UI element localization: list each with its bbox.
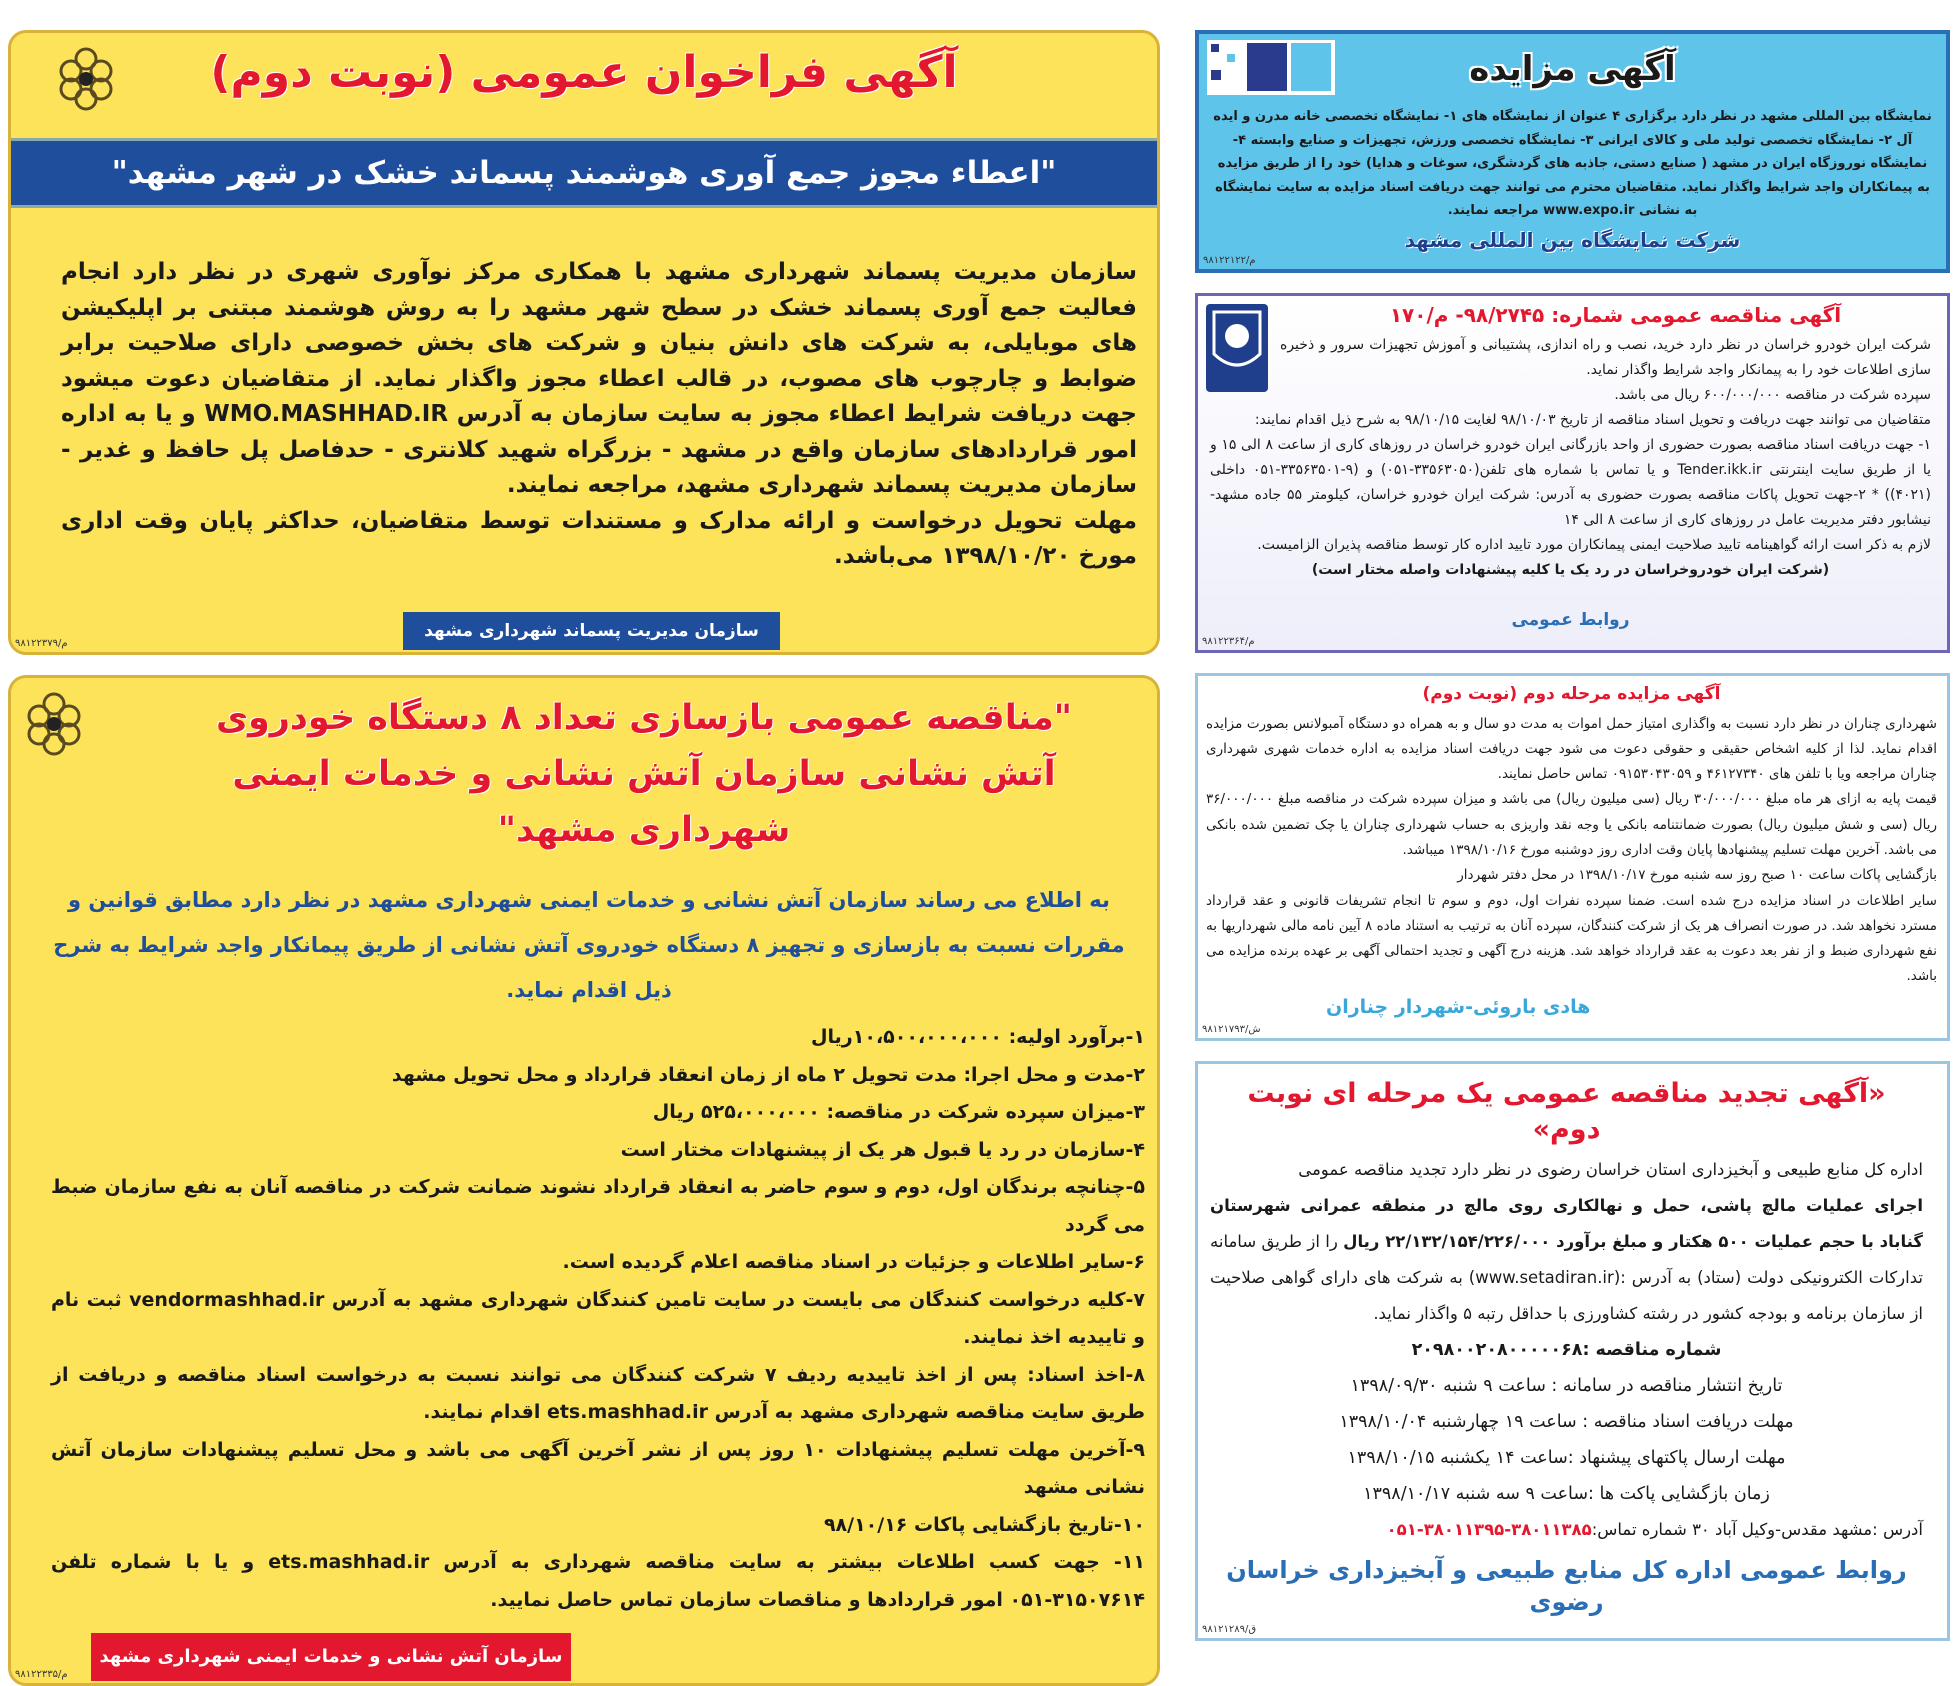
ad-title: آگهی مزایده (1469, 49, 1676, 89)
ad-footer-signature: سازمان مدیریت پسماند شهرداری مشهد (403, 612, 780, 650)
ad-title: آگهی مناقصه عمومی شماره: ۹۸/۲۷۴۵- م/۱۷۰ (1389, 302, 1842, 327)
ad-subtitle-band: "اعطاء مجوز جمع آوری هوشمند پسماند خشک در شهر مشهد" (11, 138, 1157, 208)
fire-department-tender-ad (8, 675, 1160, 1686)
list-item: ۱۰-تاریخ بازگشایی پاکات ۹۸/۱۰/۱۶ (823, 1513, 1145, 1536)
list-item: ۱-برآورد اولیه: ۱۰،۵۰۰،۰۰۰،۰۰۰ریال (811, 1026, 1145, 1048)
ad-body (1210, 1152, 1923, 1548)
ad-title: آگهی مزایده مرحله دوم (نوبت دوم) (1422, 683, 1721, 704)
opening-time: زمان بازگشایی پاکت ها :ساعت ۹ سه شنبه ۱۳۹۸/۱۰/۱۷ (1363, 1483, 1770, 1504)
iran-khodro-logo-icon (1206, 304, 1268, 392)
ad-paragraph: لازم به ذکر است ارائه گواهینامه تایید صلاحیت ایمنی پیمانکاران مورد تایید اداره کار توسط مناقصه پذیران الزامیست. (1257, 536, 1931, 553)
list-item: ۳-میزان سپرده شرکت در مناقصه: ۵۲۵،۰۰۰،۰۰۰ ریال (652, 1101, 1145, 1123)
ad-title: آگهی فراخوان عمومی (نوبت دوم) (210, 47, 958, 98)
chenaran-auction-ad (1195, 673, 1950, 1041)
ad-code: م/۹۸۱۲۲۳۶۴ (1202, 635, 1255, 647)
ad-code: م/۹۸۱۲۲۱۲۲ (1203, 254, 1256, 266)
left-column (8, 30, 1160, 1686)
ad-paragraph: سایر اطلاعات در اسناد مزایده درج شده است. ضمنا سپرده نفرات اول، دوم و سوم تا انجام تشریفات قانونی و عقد قرارداد مسترد نخواهد شد. در صورت انصراف هر یک از شرکت کنندگان، سپرده آنان به ترتیب به استناد ماده ۸ آیین نامه مالی شهرداریها به نفع شهرداری ضبط و از نفر بعد دعوت به عقد قرارداد خواهد شد. هزینه درج آگهی و تجدید احتمالی آگهی بر عهده برنده مزایده می باشد. (1206, 892, 1938, 985)
ad-code: ق/۹۸۱۲۱۲۸۹ (1202, 1623, 1257, 1635)
ad-title-line: "مناقصه عمومی بازسازی تعداد ۸ دستگاه خودروی (215, 698, 1073, 738)
ad-deadline: مهلت تحویل درخواست و ارائه مدارک و مستندات توسط متقاضیان، حداکثر پایان وقت اداری مورخ ۱۳۹۸/۱۰/۲۰ می‌باشد. (61, 507, 1137, 569)
ad-code: م/۹۸۱۲۲۳۷۹ (15, 638, 68, 649)
ad-code: ش/۹۸۱۲۱۷۹۳ (1202, 1023, 1261, 1035)
list-item: ۶-سایر اطلاعات و جزئیات در اسناد مناقصه اعلام گردیده است. (562, 1251, 1145, 1273)
ad-paragraph: اداره کل منابع طبیعی و آبخیزداری استان خراسان رضوی در نظر دارد تجدید مناقصه عمومی (1298, 1159, 1923, 1179)
ad-paragraph-bold: اجرای عملیات مالچ پاشی، حمل و نهالکاری روی مالچ در منطقه عمرانی شهرستان گناباد با حجم عملیات ۵۰۰ هکتار و مبلغ برآورد ۲۲/۱۳۲/۱۵۴/۲۲۶/۰۰۰ ریال (1210, 1195, 1923, 1251)
ad-paragraph: ۱- جهت دریافت اسناد مناقصه بصورت حضوری از واحد بازرگانی ایران خودرو خراسان در روزهای کاری از ساعت ۸ الی ۱۵ و یا از طریق سایت اینترنتی Tender.ikk.ir و یا تماس با شماره های تلفن(۳۳۵۶۳۰۵۰-۰۵۱) و (۹-۳۳۵۶۳۵۰۱-۰۵۱ داخلی (۴۰۲۱)) * ۲-جهت تحویل پاکات مناقصه بصورت حضوری به آدرس: شرکت ایران خودرو خراسان، کیلومتر ۵۵ جاده مشهد-نیشابور دفتر مدیریت عامل در روزهای کاری از ساعت ۸ الی ۱۴ (1210, 436, 1931, 528)
ad-intro: به اطلاع می رساند سازمان آتش نشانی و خدمات ایمنی شهرداری مشهد در نظر دارد مطابق قوانین و مقررات نسبت به بازسازی و تجهیز ۸ دستگاه خودروی آتش نشانی از طریق پیمانکار واجد شرایط به شرح ذیل اقدام نماید. (53, 888, 1125, 1002)
publish-date: تاریخ انتشار مناقصه در سامانه : ساعت ۹ شنبه ۱۳۹۸/۰۹/۳۰ (1350, 1375, 1783, 1396)
iran-khodro-tender-ad (1195, 293, 1950, 653)
list-item: ۲-مدت و محل اجرا: مدت تحویل ۲ ماه از زمان انعقاد قرارداد و محل تحویل مشهد (391, 1063, 1145, 1086)
submission-deadline: مهلت ارسال پاکتهای پیشنهاد :ساعت ۱۴ یکشنبه ۱۳۹۸/۱۰/۱۵ (1347, 1447, 1786, 1468)
waste-management-call-ad (8, 30, 1160, 655)
ad-paragraph: متقاضیان می توانند جهت دریافت و تحویل اسناد مناقصه از تاریخ ۹۸/۱۰/۰۳ لغایت ۹۸/۱۰/۱۵ به شرح ذیل اقدام نمایند: (1254, 411, 1931, 428)
list-item: ۷-کلیه درخواست کنندگان می بایست در سایت تامین کنندگان شهرداری مشهد به آدرس vendormashhad.ir ثبت نام و تاییدیه اخذ نمایند. (51, 1288, 1145, 1348)
expo-logo-icon (1207, 40, 1335, 95)
phone-number: ۳۸۰۱۱۳۸۵-۳۸۰۱۱۳۹۵-۰۵۱ (1386, 1519, 1592, 1539)
ad-code: م/۹۸۱۲۲۳۳۵ (15, 1669, 68, 1680)
ad-note: (شرکت ایران خودروخراسان در رد یک یا کلیه پیشنهادات واصله مختار است) (1311, 561, 1830, 578)
ad-body (61, 255, 1137, 575)
list-item: ۴-سازمان در رد یا قبول هر یک از پیشنهادات مختار است (620, 1138, 1145, 1161)
ad-items-list (51, 1019, 1145, 1619)
list-item: ۱۱- جهت کسب اطلاعات بیشتر به سایت مناقصه شهرداری به آدرس ets.mashhad.ir و یا با شماره تلفن ۳۱۵۰۷۶۱۴-۰۵۱ امور قراردادها و مناقصات سازمان تماس حاصل نمایید. (51, 1551, 1146, 1611)
right-column (1195, 30, 1950, 1641)
list-item: ۸-اخذ اسناد: پس از اخذ تاییدیه ردیف ۷ شرکت کنندگان می توانند نسبت به درخواست اسناد مناقصه و دریافت از طریق سایت مناقصه شهرداری مشهد به آدرس ets.mashhad.ir اقدام نمایند. (51, 1363, 1145, 1423)
address: آدرس :مشهد مقدس-وکیل آباد ۳۰ شماره تماس: (1591, 1519, 1923, 1539)
mashhad-municipality-logo-icon (51, 41, 121, 121)
ad-footer-signature: سازمان آتش نشانی و خدمات ایمنی شهرداری مشهد (91, 1633, 571, 1681)
ad-footer-signature: شرکت نمایشگاه بین المللی مشهد (1404, 227, 1741, 252)
ad-paragraph: سپرده شرکت در مناقصه ۶۰۰/۰۰۰/۰۰۰ ریال می باشد. (1614, 386, 1931, 403)
ad-footer-signature: روابط عمومی اداره کل منابع طبیعی و آبخیزداری خراسان رضوی (1226, 1555, 1907, 1616)
ad-body: نمایشگاه بین المللی مشهد در نظر دارد برگزاری ۴ عنوان از نمایشگاه های ۱- نمایشگاه تخصصی خانه مدرن و ایده آل ۲- نمایشگاه تخصصی تولید ملی و کالای ایرانی ۳- نمایشگاه تخصصی ورزش، تجهیزات و صنایع وابسته ۴- نمایشگاه نوروزگاه ایران در مشهد ( صنایع دستی، جاذبه های گردشگری، سوغات و هدایا) خود را از طریق مزایده به پیمانکاران واجد شرایط واگذار نماید. متقاضیان محترم می توانند جهت دریافت اسناد مزایده به سایت نمایشگاه به نشانی www.expo.ir مراجعه نمایند. (1213, 109, 1932, 218)
ad-paragraph: بازگشایی پاکات ساعت ۱۰ صبح روز سه شنبه مورخ ۱۳۹۸/۱۰/۱۷ در محل دفتر شهردار (1457, 867, 1937, 884)
mashhad-municipality-logo-icon (19, 686, 89, 766)
ad-paragraph: را از طریق سامانه تدارکات الکترونیکی دولت (ستاد) به آدرس :(www.setadiran.ir) به شرکت های دارای گواهی صلاحیت از سازمان برنامه و بودجه کشور در رشته کشاورزی با حداقل رتبه ۵ واگذار نماید. (1210, 1231, 1923, 1323)
ad-paragraph: شهرداری چناران در نظر دارد نسبت به واگذاری امتیاز حمل اموات به مدت دو سال و به همراه دو دستگاه آمبولانس بصورت مزایده اقدام نماید. لذا از کلیه اشخاص حقیقی و حقوقی دعوت می شود جهت دریافت اسناد مزایده به اداره خدمات شهری شهرداری چناران مراجعه ویا با تلفن های ۴۶۱۲۷۳۴۰ و ۰۹۱۵۳۰۴۳۰۵۹ تماس حاصل نمایند. (1206, 715, 1937, 783)
ad-paragraph: شرکت ایران خودرو خراسان در نظر دارد خرید، نصب و راه اندازی، پشتیبانی و آموزش تجهیزات سرور و ذخیره سازی اطلاعات خود را به پیمانکار واجد شرایط واگذار نماید. (1280, 336, 1931, 378)
ad-body (1206, 712, 1937, 990)
natural-resources-tender-ad (1195, 1061, 1950, 1641)
list-item: ۵-چنانچه برندگان اول، دوم و سوم حاضر به انعقاد قرارداد نشوند ضمانت شرکت در مناقصه آنان به نفع سازمان ضبط می گردد (51, 1176, 1145, 1236)
ad-title-line: آتش نشانی سازمان آتش نشانی و خدمات ایمنی شهرداری مشهد" (232, 754, 1056, 850)
ad-footer-signature: هادی باروئی-شهردار چناران (1326, 995, 1591, 1018)
document-deadline: مهلت دریافت اسناد مناقصه : ساعت ۱۹ چهارشنبه ۱۳۹۸/۱۰/۰۴ (1339, 1411, 1794, 1432)
ad-footer-signature: روابط عمومی (1511, 609, 1630, 630)
ad-body (1210, 333, 1931, 583)
ad-body-text: سازمان مدیریت پسماند شهرداری مشهد با همکاری مرکز نوآوری شهری در نظر دارد انجام فعالیت جمع آوری پسماند خشک در سطح شهر مشهد را به روش هوشمند مبتنی بر اپلیکیشن های موبایلی، به شرکت های دانش بنیان و شرکت های بخش خصوصی دارای صلاحیت برابر ضوابط و چارچوب های مصوب، در قالب اعطاء مجوز واگذار نماید. از متقاضیان دعوت میشود جهت دریافت شرایط اعطاء مجوز به سایت سازمان به آدرس WMO.MASHHAD.IR و یا به اداره امور قراردادهای سازمان واقع در مشهد - بزرگراه شهید کلانتری - حدفاصل پل حافظ و غدیر - سازمان مدیریت پسماند شهرداری مشهد، مراجعه نمایند. (61, 259, 1137, 498)
tender-number: شماره مناقصه :۲۰۹۸۰۰۲۰۸۰۰۰۰۰۶۸ (1411, 1339, 1722, 1360)
ad-paragraph: قیمت پایه به ازای هر ماه مبلغ ۳۰/۰۰۰/۰۰۰ ریال (سی میلیون ریال) می باشد و میزان سپرده شرکت در مناقصه مبلغ ۳۶/۰۰۰/۰۰۰ ریال (سی و شش میلیون ریال) بصورت ضمانتنامه بانکی یا وجه نقد واریزی به حساب شهرداری چناران یا چک تضمین شده بانکی می باشد. آخرین مهلت تسلیم پیشنهادها پایان وقت اداری روز دوشنبه مورخ ۱۳۹۸/۱۰/۱۶ میباشد. (1206, 791, 1937, 858)
list-item: ۹-آخرین مهلت تسلیم پیشنهادات ۱۰ روز پس از نشر آخرین آگهی می باشد و محل تسلیم پیشنهادات سازمان آتش نشانی مشهد (51, 1438, 1145, 1498)
expo-auction-ad (1195, 30, 1950, 273)
ad-title: «آگهی تجدید مناقصه عمومی یک مرحله ای نوبت دوم» (1247, 1077, 1886, 1145)
ad-title (151, 690, 1137, 858)
